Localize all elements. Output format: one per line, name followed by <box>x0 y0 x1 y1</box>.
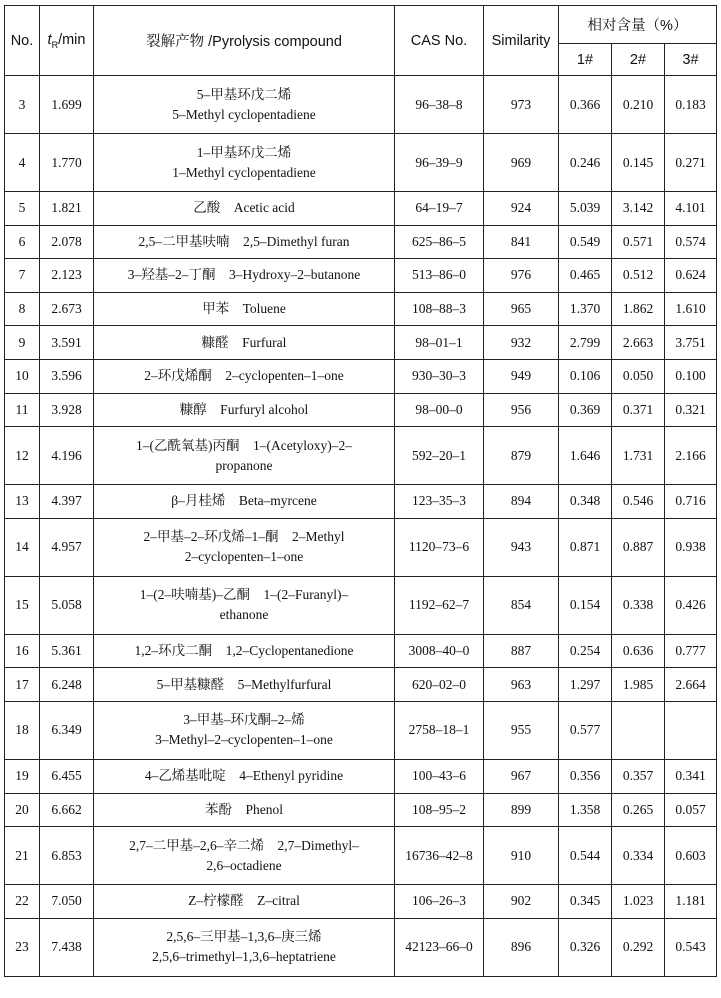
table-row <box>5 326 717 360</box>
header-sample-3: 3# <box>665 44 717 76</box>
table-body <box>5 76 717 977</box>
row-retention-time: 2.673 <box>40 292 94 326</box>
row-similarity: 956 <box>484 393 559 427</box>
row-similarity: 949 <box>484 359 559 393</box>
row-similarity: 967 <box>484 759 559 793</box>
row-retention-time: 1.770 <box>40 134 94 192</box>
row-content-2: 1.862 <box>612 292 665 326</box>
row-content-3: 0.716 <box>665 485 717 519</box>
row-content-3: 0.057 <box>665 793 717 827</box>
row-content-3 <box>665 701 717 759</box>
row-compound <box>94 326 395 360</box>
row-compound <box>94 134 395 192</box>
row-retention-time: 6.662 <box>40 793 94 827</box>
compound-line-1: 甲苯 Toluene <box>202 301 286 317</box>
header-sample-2: 2# <box>612 44 665 76</box>
row-content-1: 0.366 <box>559 76 612 134</box>
table-row <box>5 759 717 793</box>
table-row <box>5 793 717 827</box>
row-compound <box>94 192 395 226</box>
row-similarity: 896 <box>484 918 559 976</box>
header-tr-sub: R <box>51 39 59 50</box>
row-cas: 108–88–3 <box>395 292 484 326</box>
table-container <box>4 5 717 977</box>
row-no: 3 <box>5 76 40 134</box>
header-retention-time <box>40 6 94 76</box>
compound-line-2: 2,6–octadiene <box>206 857 282 873</box>
row-content-3: 0.777 <box>665 634 717 668</box>
row-no: 23 <box>5 918 40 976</box>
row-content-2: 0.571 <box>612 225 665 259</box>
compound-line-1: 糠醛 Furfural <box>201 334 287 350</box>
row-compound <box>94 701 395 759</box>
row-content-3: 1.181 <box>665 885 717 919</box>
row-cas: 108–95–2 <box>395 793 484 827</box>
row-similarity: 902 <box>484 885 559 919</box>
row-no: 11 <box>5 393 40 427</box>
row-compound <box>94 485 395 519</box>
row-content-2: 0.210 <box>612 76 665 134</box>
compound-line-2: 2,5,6–trimethyl–1,3,6–heptatriene <box>152 949 336 965</box>
compound-line-1: 2,7–二甲基–2,6–辛二烯 2,7–Dimethyl– <box>129 837 359 853</box>
row-content-1: 0.345 <box>559 885 612 919</box>
row-content-1: 0.356 <box>559 759 612 793</box>
compound-line-2: 3–Methyl–2–cyclopenten–1–one <box>155 732 333 748</box>
row-cas: 123–35–3 <box>395 485 484 519</box>
row-cas: 16736–42–8 <box>395 827 484 885</box>
compound-line-1: 1–(乙酰氧基)丙酮 1–(Acetyloxy)–2– <box>136 437 352 453</box>
row-content-1: 0.246 <box>559 134 612 192</box>
row-content-1: 0.106 <box>559 359 612 393</box>
row-retention-time: 6.248 <box>40 668 94 702</box>
row-no: 16 <box>5 634 40 668</box>
row-content-1: 1.358 <box>559 793 612 827</box>
compound-line-1: 1,2–环戊二酮 1,2–Cyclopentanedione <box>134 643 354 659</box>
compound-line-2: propanone <box>215 457 273 473</box>
header-row <box>5 6 717 44</box>
row-similarity: 955 <box>484 701 559 759</box>
row-compound <box>94 668 395 702</box>
row-content-3: 0.183 <box>665 76 717 134</box>
row-content-1: 0.577 <box>559 701 612 759</box>
row-cas: 930–30–3 <box>395 359 484 393</box>
row-content-2: 0.887 <box>612 518 665 576</box>
row-content-3: 0.321 <box>665 393 717 427</box>
header-cas: CAS No. <box>395 6 484 76</box>
pyrolysis-table <box>4 5 717 977</box>
row-content-1: 0.154 <box>559 576 612 634</box>
row-compound <box>94 427 395 485</box>
row-compound <box>94 634 395 668</box>
row-no: 6 <box>5 225 40 259</box>
compound-line-1: 5–甲基糠醛 5–Methylfurfural <box>156 676 332 692</box>
row-content-2: 0.050 <box>612 359 665 393</box>
compound-line-2: 2–cyclopenten–1–one <box>184 549 304 565</box>
header-tr-symbol: t <box>47 31 52 48</box>
row-content-3: 3.751 <box>665 326 717 360</box>
row-no: 15 <box>5 576 40 634</box>
row-compound <box>94 576 395 634</box>
row-similarity: 894 <box>484 485 559 519</box>
row-content-3: 2.166 <box>665 427 717 485</box>
table-row <box>5 701 717 759</box>
compound-line-1: β–月桂烯 Beta–myrcene <box>171 493 317 509</box>
row-content-2: 0.636 <box>612 634 665 668</box>
header-similarity: Similarity <box>484 6 559 76</box>
row-similarity: 976 <box>484 259 559 293</box>
row-content-2: 0.265 <box>612 793 665 827</box>
row-cas: 100–43–6 <box>395 759 484 793</box>
row-no: 19 <box>5 759 40 793</box>
compound-line-1: 苯酚 Phenol <box>204 801 283 817</box>
compound-line-1: 糠醇 Furfuryl alcohol <box>179 401 309 417</box>
header-sample-1: 1# <box>559 44 612 76</box>
row-similarity: 943 <box>484 518 559 576</box>
row-retention-time: 4.196 <box>40 427 94 485</box>
row-content-1: 0.465 <box>559 259 612 293</box>
row-content-3: 0.603 <box>665 827 717 885</box>
row-content-2: 1.731 <box>612 427 665 485</box>
row-no: 10 <box>5 359 40 393</box>
row-no: 8 <box>5 292 40 326</box>
row-content-3: 0.543 <box>665 918 717 976</box>
table-row <box>5 393 717 427</box>
row-retention-time: 1.821 <box>40 192 94 226</box>
row-compound <box>94 759 395 793</box>
row-content-3: 2.664 <box>665 668 717 702</box>
header-tr-unit: /min <box>58 31 86 48</box>
row-cas: 1192–62–7 <box>395 576 484 634</box>
row-similarity: 879 <box>484 427 559 485</box>
row-content-1: 0.369 <box>559 393 612 427</box>
table-row <box>5 827 717 885</box>
row-cas: 106–26–3 <box>395 885 484 919</box>
row-content-1: 0.254 <box>559 634 612 668</box>
table-row <box>5 668 717 702</box>
compound-line-1: 3–羟基–2–丁酮 3–Hydroxy–2–butanone <box>127 267 361 283</box>
table-row <box>5 427 717 485</box>
row-cas: 625–86–5 <box>395 225 484 259</box>
row-content-3: 1.610 <box>665 292 717 326</box>
header-compound: 裂解产物 /Pyrolysis compound <box>94 6 395 76</box>
table-row <box>5 918 717 976</box>
row-no: 9 <box>5 326 40 360</box>
row-similarity: 924 <box>484 192 559 226</box>
table-row <box>5 292 717 326</box>
row-content-2: 0.371 <box>612 393 665 427</box>
table-row <box>5 359 717 393</box>
compound-line-1: 3–甲基–环戊酮–2–烯 <box>183 712 305 728</box>
row-content-2: 0.512 <box>612 259 665 293</box>
row-content-2: 0.546 <box>612 485 665 519</box>
row-retention-time: 4.397 <box>40 485 94 519</box>
compound-line-1: 1–甲基环戊二烯 <box>196 144 292 160</box>
row-content-3: 0.574 <box>665 225 717 259</box>
row-compound <box>94 259 395 293</box>
table-row <box>5 518 717 576</box>
row-retention-time: 1.699 <box>40 76 94 134</box>
row-content-3: 0.100 <box>665 359 717 393</box>
table-row <box>5 885 717 919</box>
row-compound <box>94 827 395 885</box>
row-content-1: 0.326 <box>559 918 612 976</box>
row-no: 7 <box>5 259 40 293</box>
compound-line-1: 4–乙烯基吡啶 4–Ethenyl pyridine <box>144 768 344 784</box>
row-content-3: 4.101 <box>665 192 717 226</box>
row-content-1: 0.544 <box>559 827 612 885</box>
row-no: 14 <box>5 518 40 576</box>
row-cas: 513–86–0 <box>395 259 484 293</box>
row-compound <box>94 885 395 919</box>
row-compound <box>94 518 395 576</box>
row-no: 17 <box>5 668 40 702</box>
row-similarity: 899 <box>484 793 559 827</box>
row-cas: 2758–18–1 <box>395 701 484 759</box>
compound-line-1: 1–(2–呋喃基)–乙酮 1–(2–Furanyl)– <box>139 587 349 603</box>
row-compound <box>94 918 395 976</box>
row-content-1: 5.039 <box>559 192 612 226</box>
row-cas: 98–01–1 <box>395 326 484 360</box>
row-content-2: 2.663 <box>612 326 665 360</box>
compound-line-1: 2–甲基–2–环戊烯–1–酮 2–Methyl <box>143 529 345 545</box>
table-row <box>5 192 717 226</box>
row-retention-time: 5.058 <box>40 576 94 634</box>
row-similarity: 963 <box>484 668 559 702</box>
row-no: 4 <box>5 134 40 192</box>
row-content-3: 0.624 <box>665 259 717 293</box>
row-no: 22 <box>5 885 40 919</box>
row-similarity: 854 <box>484 576 559 634</box>
row-cas: 3008–40–0 <box>395 634 484 668</box>
row-content-1: 1.370 <box>559 292 612 326</box>
row-no: 21 <box>5 827 40 885</box>
row-retention-time: 6.455 <box>40 759 94 793</box>
compound-line-2: 1–Methyl cyclopentadiene <box>172 164 316 180</box>
row-cas: 98–00–0 <box>395 393 484 427</box>
row-retention-time: 4.957 <box>40 518 94 576</box>
row-cas: 42123–66–0 <box>395 918 484 976</box>
row-similarity: 887 <box>484 634 559 668</box>
row-retention-time: 3.591 <box>40 326 94 360</box>
row-content-3: 0.341 <box>665 759 717 793</box>
row-content-2: 0.145 <box>612 134 665 192</box>
row-cas: 96–39–9 <box>395 134 484 192</box>
compound-line-1: Z–柠檬醛 Z–citral <box>188 893 300 909</box>
row-retention-time: 2.078 <box>40 225 94 259</box>
compound-line-2: ethanone <box>219 607 269 623</box>
row-cas: 620–02–0 <box>395 668 484 702</box>
row-content-1: 1.646 <box>559 427 612 485</box>
row-content-2: 3.142 <box>612 192 665 226</box>
row-retention-time: 2.123 <box>40 259 94 293</box>
row-content-2 <box>612 701 665 759</box>
row-retention-time: 3.596 <box>40 359 94 393</box>
row-similarity: 973 <box>484 76 559 134</box>
row-compound <box>94 793 395 827</box>
row-similarity: 969 <box>484 134 559 192</box>
row-cas: 96–38–8 <box>395 76 484 134</box>
table-row <box>5 76 717 134</box>
row-content-1: 0.871 <box>559 518 612 576</box>
table-row <box>5 225 717 259</box>
compound-line-1: 5–甲基环戊二烯 <box>196 86 292 102</box>
row-content-3: 0.938 <box>665 518 717 576</box>
row-content-1: 1.297 <box>559 668 612 702</box>
row-cas: 592–20–1 <box>395 427 484 485</box>
row-cas: 64–19–7 <box>395 192 484 226</box>
row-content-3: 0.271 <box>665 134 717 192</box>
row-compound <box>94 292 395 326</box>
row-content-1: 0.348 <box>559 485 612 519</box>
row-content-2: 0.292 <box>612 918 665 976</box>
row-content-1: 2.799 <box>559 326 612 360</box>
row-content-2: 1.023 <box>612 885 665 919</box>
row-retention-time: 6.349 <box>40 701 94 759</box>
compound-line-1: 2–环戊烯酮 2–cyclopenten–1–one <box>144 368 344 384</box>
row-content-2: 0.334 <box>612 827 665 885</box>
table-row <box>5 259 717 293</box>
compound-line-1: 2,5,6–三甲基–1,3,6–庚三烯 <box>166 929 322 945</box>
table-row <box>5 134 717 192</box>
row-similarity: 932 <box>484 326 559 360</box>
compound-line-2: 5–Methyl cyclopentadiene <box>172 106 316 122</box>
row-retention-time: 7.438 <box>40 918 94 976</box>
compound-line-1: 乙酸 Acetic acid <box>193 200 295 216</box>
row-retention-time: 6.853 <box>40 827 94 885</box>
row-compound <box>94 393 395 427</box>
table-row <box>5 634 717 668</box>
row-content-1: 0.549 <box>559 225 612 259</box>
row-no: 5 <box>5 192 40 226</box>
row-similarity: 965 <box>484 292 559 326</box>
row-compound <box>94 225 395 259</box>
row-similarity: 841 <box>484 225 559 259</box>
row-no: 12 <box>5 427 40 485</box>
row-content-2: 1.985 <box>612 668 665 702</box>
row-cas: 1120–73–6 <box>395 518 484 576</box>
row-no: 13 <box>5 485 40 519</box>
row-no: 18 <box>5 701 40 759</box>
row-content-3: 0.426 <box>665 576 717 634</box>
row-retention-time: 3.928 <box>40 393 94 427</box>
table-row <box>5 576 717 634</box>
row-no: 20 <box>5 793 40 827</box>
row-compound <box>94 76 395 134</box>
row-content-2: 0.338 <box>612 576 665 634</box>
table-row <box>5 485 717 519</box>
row-similarity: 910 <box>484 827 559 885</box>
header-no: No. <box>5 6 40 76</box>
row-content-2: 0.357 <box>612 759 665 793</box>
row-retention-time: 7.050 <box>40 885 94 919</box>
row-retention-time: 5.361 <box>40 634 94 668</box>
row-compound <box>94 359 395 393</box>
header-relative-content: 相对含量（%） <box>559 6 717 44</box>
compound-line-1: 2,5–二甲基呋喃 2,5–Dimethyl furan <box>138 233 350 249</box>
